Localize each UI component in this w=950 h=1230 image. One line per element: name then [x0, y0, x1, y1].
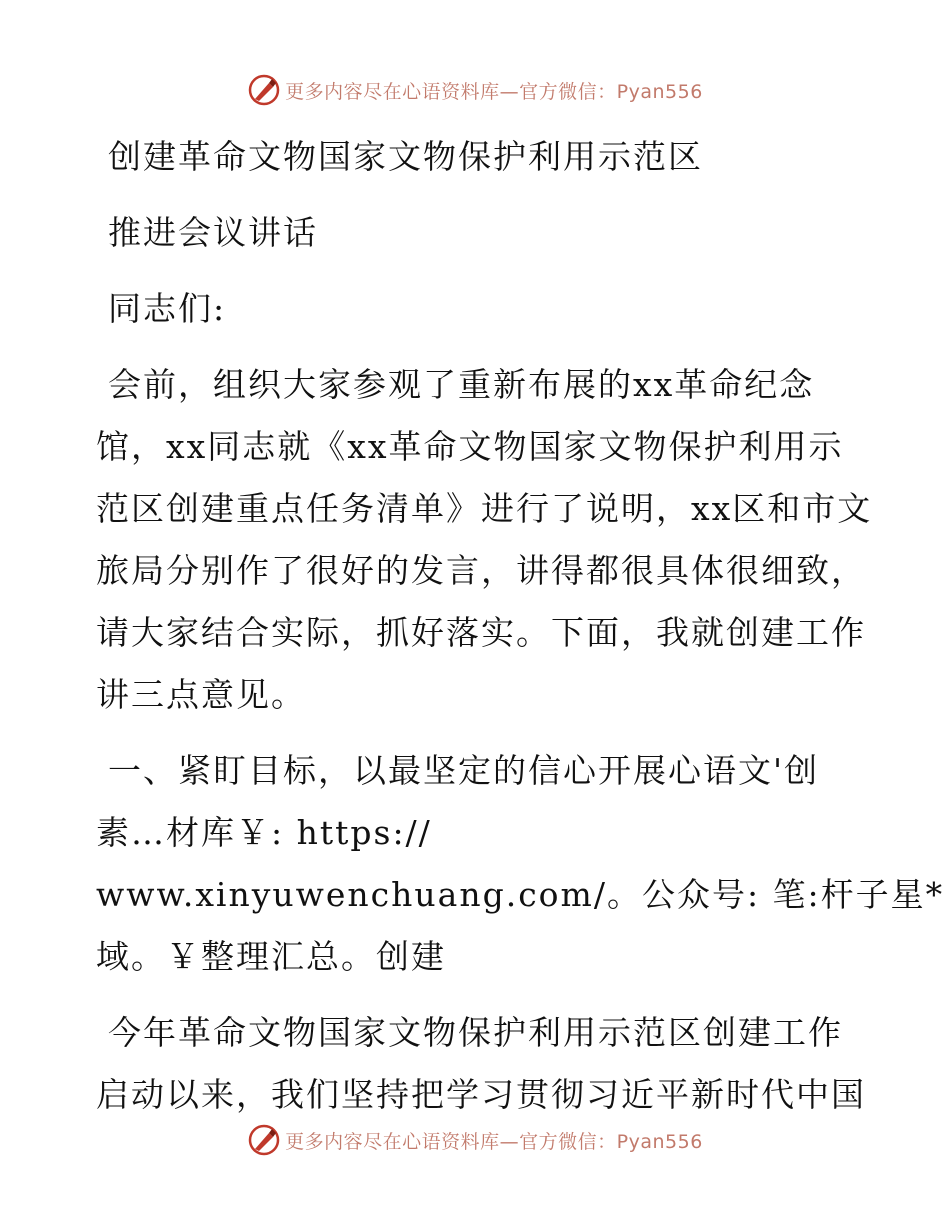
paragraph-line: 启动以来，我们坚持把学习贯彻习近平新时代中国	[96, 1075, 866, 1114]
paragraph-line: 素…材库￥: https://	[96, 813, 432, 852]
section-heading: 一、紧盯目标，以最坚定的信心开展心语文'创	[108, 751, 820, 790]
document-title-line1: 创建革命文物国家文物保护利用示范区	[108, 137, 703, 176]
header-banner	[0, 70, 950, 110]
pen-logo-icon	[247, 73, 281, 107]
document-title-line2: 推进会议讲话	[108, 213, 318, 252]
paragraph-2	[96, 740, 945, 988]
paragraph-1	[96, 354, 873, 726]
paragraph-line: 馆，xx同志就《xx革命文物国家文物保护利用示	[96, 427, 844, 466]
paragraph-line: 范区创建重点任务清单》进行了说明，xx区和市文	[96, 489, 873, 528]
paragraph-line: 旅局分别作了很好的发言，讲得都很具体很细致，	[96, 551, 866, 590]
paragraph-line: 请大家结合实际，抓好落实。下面，我就创建工作	[96, 613, 866, 652]
document-body	[96, 126, 945, 1126]
paragraph-line: 会前，组织大家参观了重新布展的xx革命纪念	[108, 365, 815, 404]
salutation: 同志们:	[108, 289, 227, 328]
paragraph-line: 域。￥整理汇总。创建	[96, 937, 446, 976]
header-banner-text: 更多内容尽在心语资料库—官方微信：Pyan556	[285, 80, 703, 103]
footer-banner-text: 更多内容尽在心语资料库—官方微信：Pyan556	[285, 1130, 703, 1153]
paragraph-line: 今年革命文物国家文物保护利用示范区创建工作	[108, 1013, 843, 1052]
pen-logo-icon	[247, 1123, 281, 1157]
footer-banner	[0, 1120, 950, 1160]
paragraph-line: 讲三点意见。	[96, 675, 306, 714]
paragraph-line: www.xinyuwenchuang.com/。公众号: 笔:杆子星*	[96, 875, 945, 914]
paragraph-3	[96, 1002, 866, 1126]
